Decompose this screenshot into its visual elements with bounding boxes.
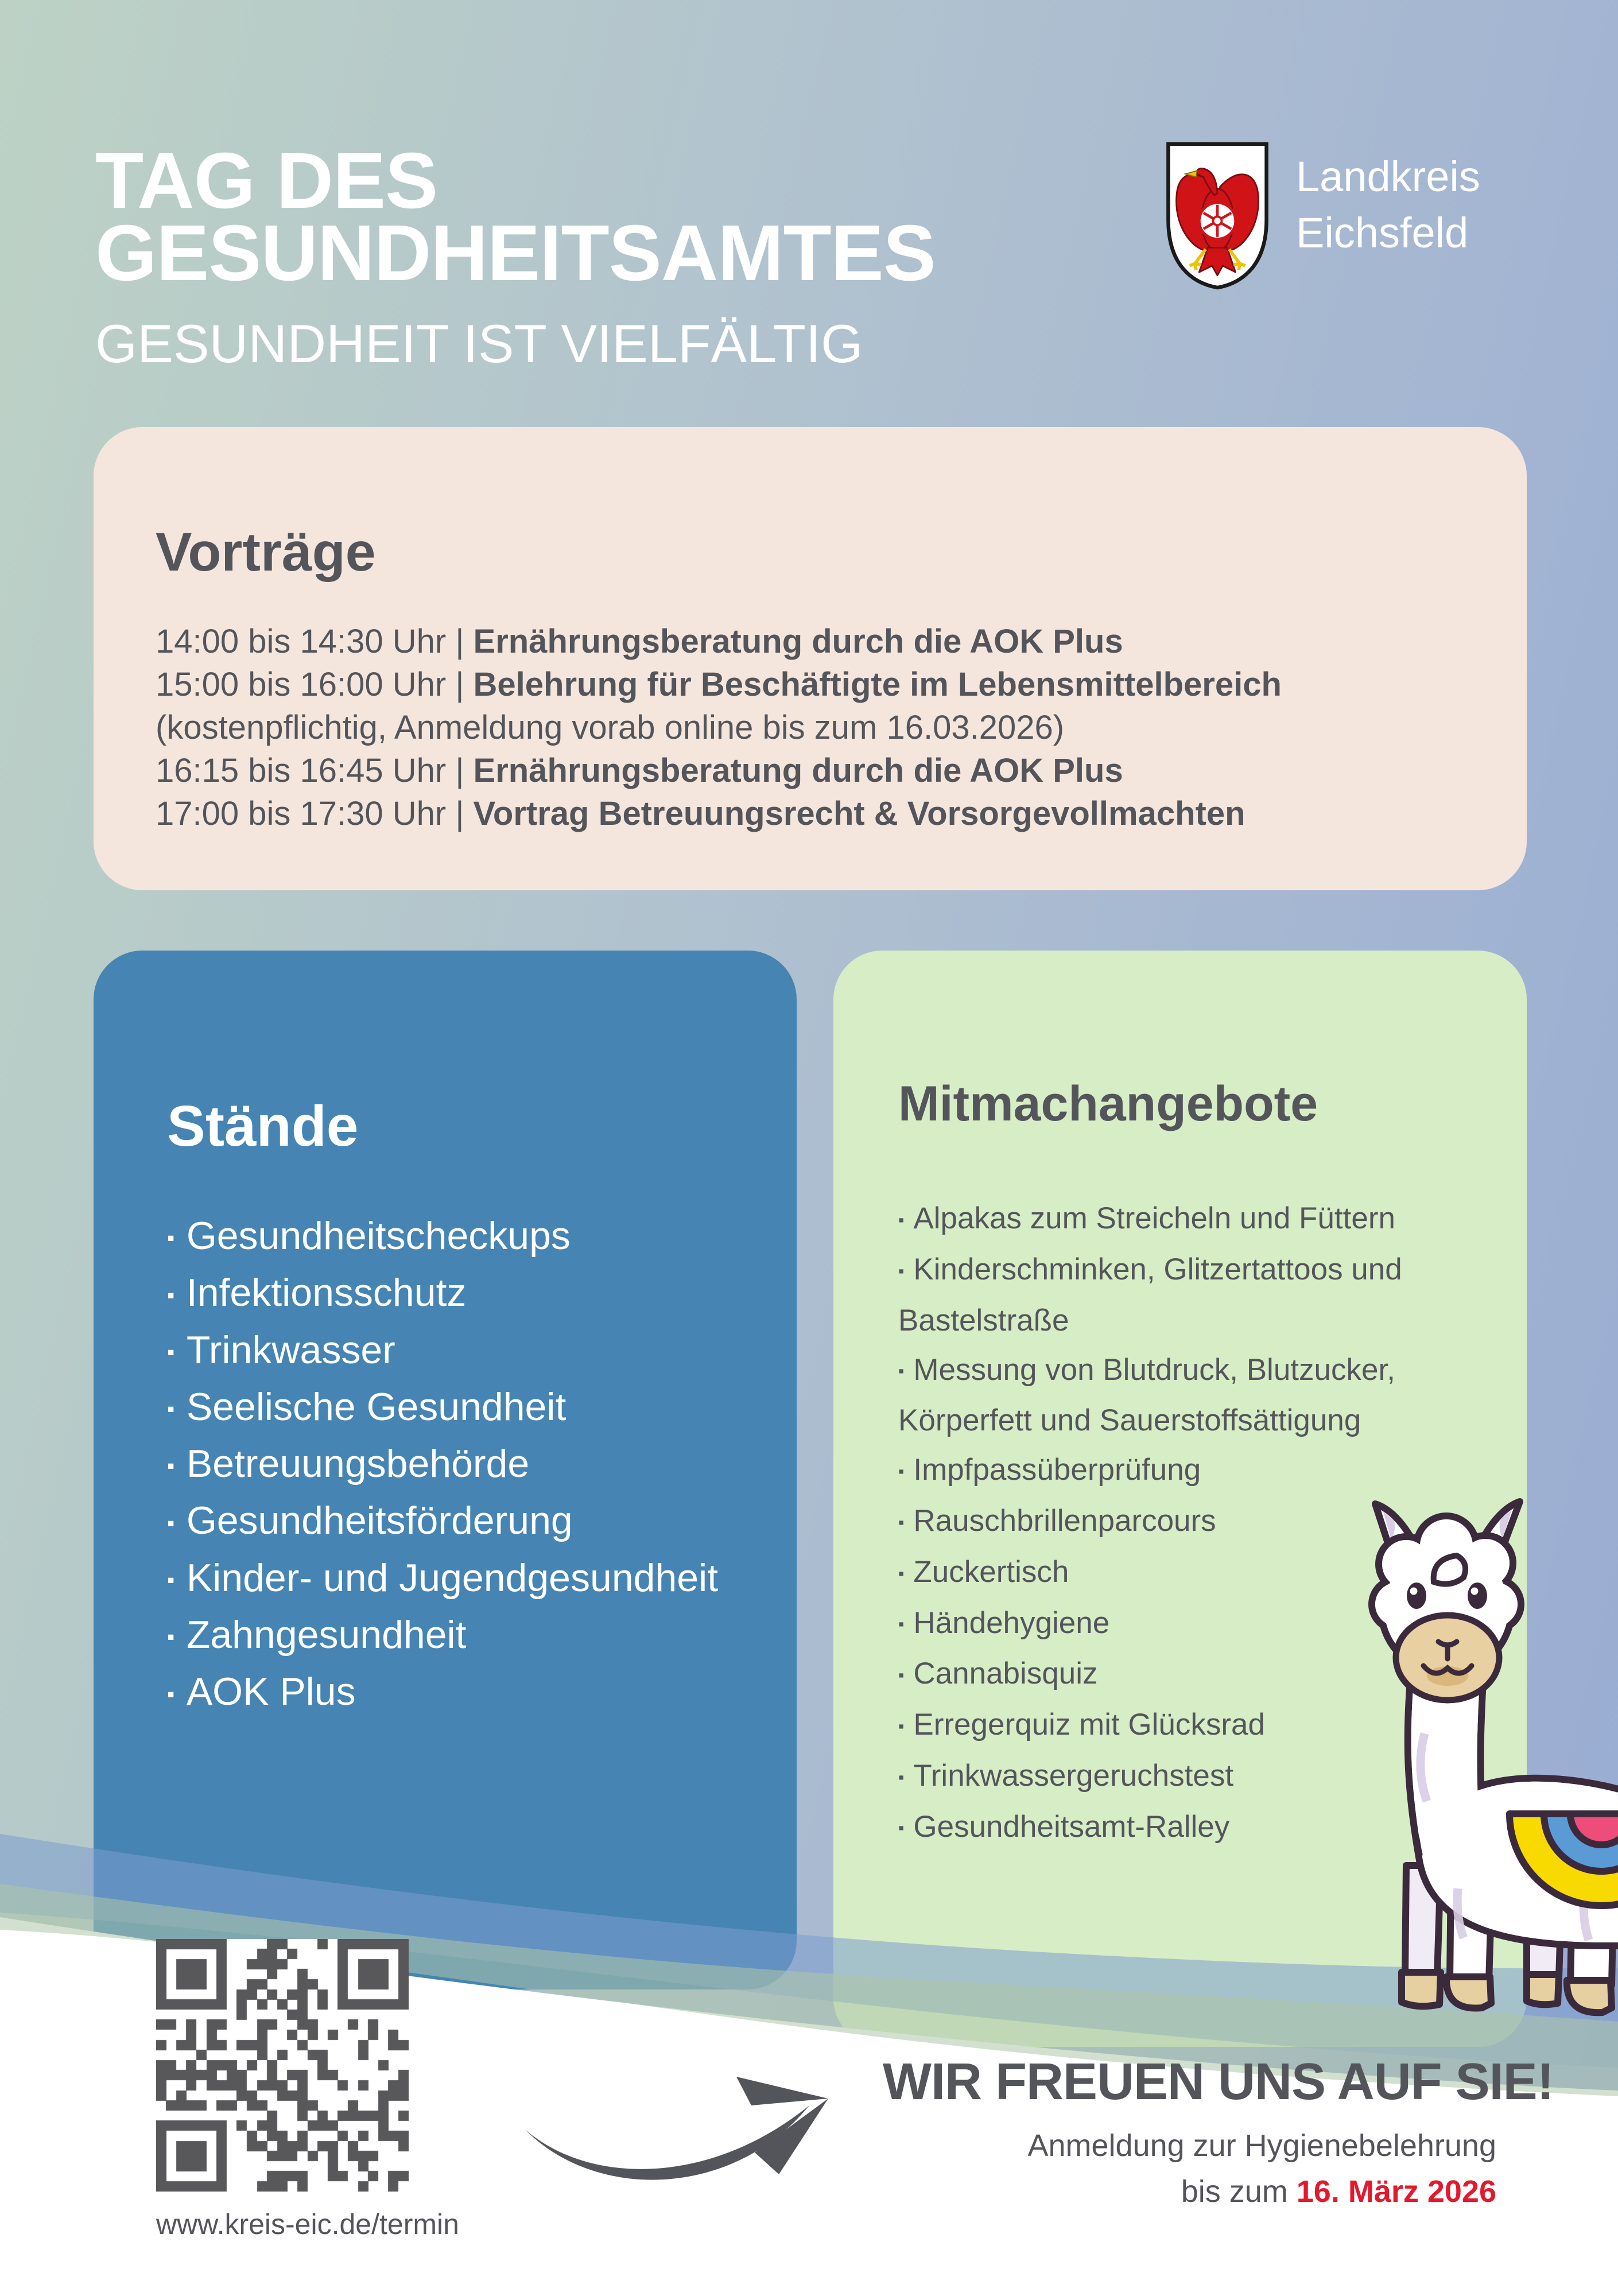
alpaca-illustration (1337, 1487, 1618, 2026)
title-line-1: TAG DES (95, 137, 438, 225)
footer-notes (1027, 2123, 1496, 2214)
schedule-separator: | (446, 795, 474, 832)
list-item (167, 1493, 762, 1550)
bullet-icon: ▪ (898, 1513, 905, 1532)
bullet-icon: ▪ (167, 1681, 175, 1706)
list-item (898, 1345, 1492, 1446)
schedule-topic: Belehrung für Beschäftigte im Lebensmittelbereich (473, 666, 1282, 703)
footer-note-date: 16. März 2026 (1296, 2174, 1496, 2209)
list-item-label: Kinderschminken, Glitzertattoos und Bastelstraße (898, 1252, 1402, 1337)
list-item-label: Erregerquiz mit Glücksrad (913, 1708, 1266, 1742)
bullet-icon: ▪ (898, 1262, 905, 1281)
vortraege-heading: Vorträge (156, 522, 376, 583)
title-line-2: GESUNDHEITSAMTES (95, 209, 936, 297)
bullet-icon: ▪ (167, 1567, 175, 1592)
staende-list (167, 1208, 762, 1721)
list-item-label: Trinkwasser (186, 1328, 395, 1372)
coat-of-arms-icon (1164, 139, 1271, 292)
bullet-icon: ▪ (167, 1339, 175, 1364)
schedule-topic: Vortrag Betreuungsrecht & Vorsorgevollmachten (473, 795, 1245, 832)
bullet-icon: ▪ (898, 1768, 905, 1787)
bullet-icon: ▪ (898, 1717, 905, 1736)
bullet-icon: ▪ (167, 1282, 175, 1307)
list-item-label: Kinder- und Jugendgesundheit (186, 1556, 719, 1600)
schedule-time: 16:15 bis 16:45 Uhr (156, 752, 447, 789)
schedule-note: (kostenpflichtig, Anmeldung vorab online bis zum 16.03.2026) (156, 709, 1065, 746)
schedule-separator: | (446, 623, 474, 660)
schedule-list (156, 620, 1465, 835)
bullet-icon: ▪ (898, 1463, 905, 1481)
list-item-label: Zuckertisch (913, 1554, 1069, 1589)
list-item-label: Messung von Blutdruck, Blutzucker, Körperfett und Sauerstoffsättigung (898, 1352, 1395, 1438)
list-item (167, 1664, 762, 1721)
schedule-item (156, 663, 1465, 749)
list-item (167, 1265, 762, 1322)
arrow-icon (519, 2065, 832, 2200)
schedule-time: 17:00 bis 17:30 Uhr (156, 795, 447, 832)
list-item (167, 1208, 762, 1265)
list-item (167, 1550, 762, 1607)
bullet-icon: ▪ (167, 1510, 175, 1535)
logo-text (1296, 139, 1480, 261)
bullet-icon: ▪ (167, 1225, 175, 1250)
bullet-icon: ▪ (167, 1624, 175, 1649)
logo-line-1: Landkreis (1296, 153, 1480, 200)
list-item-label: Gesundheitsamt-Ralley (913, 1809, 1230, 1844)
list-item-label: Impfpassüberprüfung (913, 1453, 1201, 1487)
bullet-icon: ▪ (898, 1564, 905, 1583)
schedule-separator: | (446, 752, 474, 789)
schedule-time: 14:00 bis 14:30 Uhr (156, 623, 447, 660)
bullet-icon: ▪ (898, 1819, 905, 1838)
bullet-icon: ▪ (898, 1211, 905, 1230)
logo-line-2: Eichsfeld (1296, 209, 1469, 257)
list-item-label: Händehygiene (913, 1605, 1110, 1640)
bullet-icon: ▪ (167, 1397, 175, 1421)
list-item-label: Seelische Gesundheit (186, 1384, 567, 1429)
list-item (898, 1194, 1492, 1245)
qr-url: www.kreis-eic.de/termin (156, 2208, 459, 2240)
schedule-topic: Ernährungsberatung durch die AOK Plus (473, 623, 1123, 660)
staende-heading: Stände (167, 1094, 359, 1158)
footer-note-line1: Anmeldung zur Hygienebelehrung (1027, 2128, 1496, 2163)
footer-headline: WIR FREUEN UNS AUF SIE! (883, 2053, 1554, 2111)
list-item-label: Alpakas zum Streicheln und Füttern (913, 1201, 1395, 1235)
footer-note-prefix: bis zum (1181, 2174, 1297, 2209)
bullet-icon: ▪ (898, 1666, 905, 1685)
list-item-label: Infektionsschutz (186, 1271, 467, 1315)
list-item (898, 1245, 1492, 1345)
list-item-label: Trinkwassergeruchstest (913, 1758, 1234, 1793)
schedule-item (156, 620, 1465, 663)
list-item (167, 1436, 762, 1493)
landkreis-logo (1164, 139, 1480, 292)
page-title (95, 137, 936, 297)
list-item-label: AOK Plus (186, 1670, 356, 1714)
list-item-label: Gesundheitsförderung (186, 1499, 573, 1543)
bullet-icon: ▪ (898, 1615, 905, 1634)
bullet-icon: ▪ (167, 1453, 175, 1478)
bullet-icon: ▪ (898, 1362, 905, 1381)
qr-code-canvas (156, 1939, 409, 2192)
list-item (167, 1607, 762, 1664)
list-item-label: Cannabisquiz (913, 1657, 1098, 1691)
schedule-item (156, 749, 1465, 792)
section-vortraege (94, 427, 1527, 890)
schedule-topic: Ernährungsberatung durch die AOK Plus (473, 752, 1123, 789)
list-item (167, 1322, 762, 1379)
schedule-item (156, 792, 1465, 835)
qr-code (156, 1939, 409, 2192)
schedule-separator: | (446, 666, 474, 703)
mitmachangebote-heading: Mitmachangebote (898, 1076, 1318, 1131)
schedule-time: 15:00 bis 16:00 Uhr (156, 666, 447, 703)
list-item-label: Betreuungsbehörde (186, 1442, 530, 1486)
list-item-label: Rauschbrillenparcours (913, 1504, 1216, 1538)
list-item-label: Gesundheitscheckups (186, 1214, 571, 1258)
list-item (167, 1379, 762, 1436)
list-item-label: Zahngesundheit (186, 1612, 467, 1657)
page-subtitle: GESUNDHEIT IST VIELFÄLTIG (95, 313, 863, 374)
footer-note-line2 (1027, 2169, 1496, 2214)
